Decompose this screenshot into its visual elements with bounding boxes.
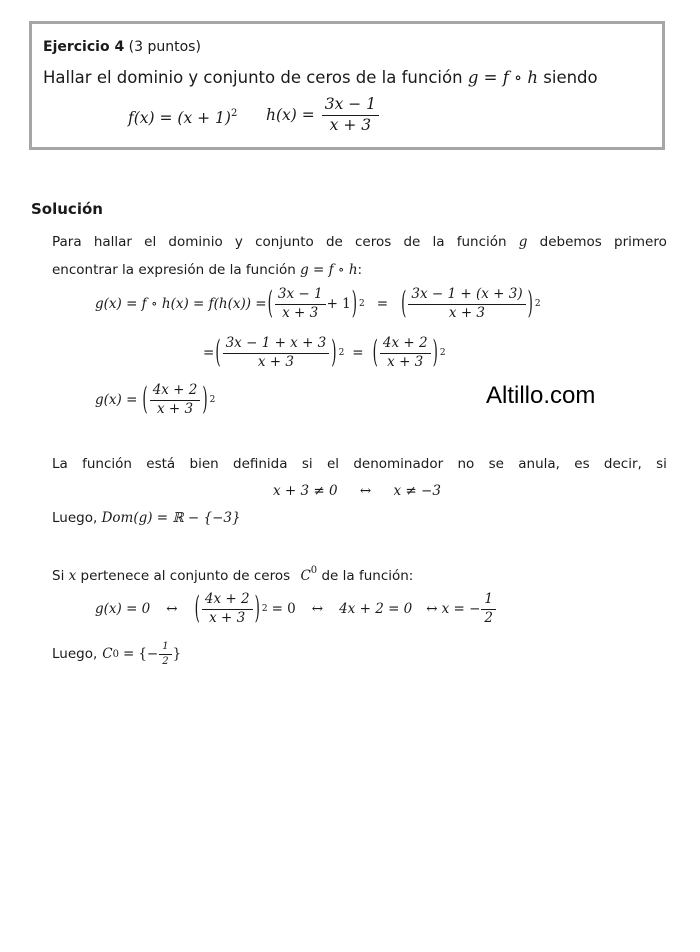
equation-2: = ( $\frac{3x - 1 + x + 3}{x + 3}$ ) 2 = ( $\frac{4x + 2}{x + 3}$ ) 2: [203, 334, 446, 372]
equation-3: g(x) = ( $\frac{4x + 2}{x + 3}$ ) 2: [95, 381, 216, 419]
word: no: [457, 456, 475, 472]
word: definida: [233, 456, 288, 472]
h-definition: [266, 96, 380, 135]
domain-result: [52, 510, 241, 526]
f-definition: [128, 108, 237, 127]
zeros-eq-d: x = −: [441, 601, 481, 618]
eq1-left: g(x) = f ∘ h(x) = f(h(x)) =: [95, 296, 267, 313]
numerator: 1: [159, 641, 171, 655]
word: si: [301, 456, 313, 472]
word: La: [52, 456, 68, 472]
zeros-set: C: [300, 568, 311, 584]
eq3-fraction: [150, 383, 201, 417]
eq3-left: g(x) =: [95, 392, 138, 409]
result-half-fraction: [159, 641, 171, 667]
h-fraction: [322, 96, 379, 135]
watermark: Altillo.com: [486, 382, 596, 409]
numerator: 3x − 1: [275, 287, 326, 305]
word: denominador: [353, 456, 444, 472]
exponent: 2: [439, 348, 446, 359]
f-def-text: f(x) = (x + 1): [128, 109, 231, 127]
word: el: [144, 234, 157, 250]
equals: =: [376, 296, 389, 313]
cond-b: x ≠ −3: [393, 483, 441, 499]
denominator: x + 3: [387, 353, 424, 370]
exercise-title: [43, 39, 201, 55]
zeros-set-sup: 0: [310, 565, 318, 576]
denominator: x + 3: [257, 353, 294, 370]
word: anula,: [518, 456, 560, 472]
eq2-fraction-2: [380, 336, 431, 370]
numerator: 3x − 1 + (x + 3): [408, 287, 525, 305]
word: de: [403, 234, 421, 250]
word: hallar: [93, 234, 132, 250]
eq1-fraction-1: [275, 287, 326, 321]
numerator: 4x + 2: [380, 336, 431, 354]
zeros-eq-c: 4x + 2 = 0: [339, 601, 413, 618]
equals: =: [123, 646, 135, 662]
result-prefix: Luego,: [52, 510, 98, 526]
zeros-result-sup: 0: [112, 648, 119, 660]
word: dominio: [168, 234, 223, 250]
exponent: 2: [534, 299, 541, 310]
word: de: [325, 234, 343, 250]
denominator: x + 3: [209, 609, 246, 626]
eq2-fraction-1: [223, 336, 330, 370]
domain-line: [52, 456, 667, 472]
equation-1: g(x) = f ∘ h(x) = f(h(x)) = ( $\frac{3x - 1}{x + 3}$ + 1 ) 2 = ( $\frac{3x - 1 + (x + 3)}{x + 3}$ ) 2: [95, 285, 541, 323]
exponent: 2: [359, 299, 365, 310]
exponent: 2: [261, 604, 268, 615]
intro-text: encontrar la expresión de la función: [52, 262, 296, 278]
brace-close: }: [172, 646, 182, 662]
composition-math: g = f ∘ h: [467, 68, 539, 87]
denominator: x + 3: [282, 304, 319, 321]
result-prefix: Luego,: [52, 646, 98, 662]
exercise-statement: [43, 68, 598, 87]
word: la: [432, 234, 445, 250]
half-fraction: [481, 592, 496, 626]
zeros-result: [52, 641, 181, 667]
word-math: g: [518, 234, 528, 250]
word: y: [234, 234, 243, 250]
zeros-result-set: C: [102, 646, 113, 662]
numerator: 3x − 1 + x + 3: [223, 336, 330, 354]
statement-suffix: siendo: [543, 68, 598, 87]
word: bien: [189, 456, 219, 472]
intro-line-2: [52, 262, 362, 278]
eq1-fraction-2: [408, 287, 525, 321]
word: función: [456, 234, 507, 250]
brace-open: {−: [138, 646, 159, 662]
iff-arrow: ↔: [426, 601, 438, 618]
iff-arrow: ↔: [359, 483, 372, 499]
intro-line-1: [52, 234, 667, 250]
equals: =: [203, 345, 215, 362]
iff-arrow: ↔: [166, 601, 178, 618]
h-numerator: 3x − 1: [322, 96, 379, 116]
word: función: [82, 456, 132, 472]
h-denominator: x + 3: [329, 115, 372, 134]
domain-math: Dom(g) = ℝ − {−3}: [101, 510, 241, 526]
zeros-suffix: de la función:: [321, 568, 414, 584]
equals: =: [352, 345, 364, 362]
zeros-prefix: Si: [52, 568, 65, 584]
numerator: 4x + 2: [202, 592, 253, 610]
word: se: [488, 456, 504, 472]
zeros-x: x: [68, 568, 77, 584]
numerator: 1: [481, 592, 496, 610]
denominator: x + 3: [156, 400, 194, 417]
intro-math: g = f ∘ h: [300, 262, 358, 278]
denominator: 2: [484, 609, 493, 626]
eq1-plus-one: + 1: [326, 296, 351, 313]
zeros-fraction: [202, 592, 253, 626]
denominator: x + 3: [448, 304, 486, 321]
word: debemos: [539, 234, 602, 250]
word: primero: [614, 234, 667, 250]
statement-text: Hallar el dominio y conjunto de ceros de la función: [43, 68, 463, 87]
f-exponent: 2: [230, 108, 238, 119]
solution-heading: Solución: [31, 200, 103, 218]
zeros-mid: pertenece al conjunto de ceros: [80, 568, 291, 584]
exponent: 2: [338, 348, 345, 359]
exercise-points: (3 puntos): [128, 39, 201, 55]
cond-a: x + 3 ≠ 0: [273, 483, 338, 499]
denominator: 2: [162, 655, 169, 667]
word: Para: [52, 234, 82, 250]
word: decir,: [603, 456, 642, 472]
zeros-eq-b-rhs: = 0: [271, 601, 296, 618]
word: es: [574, 456, 590, 472]
intro-colon: :: [357, 262, 363, 278]
domain-condition: [273, 483, 441, 499]
zeros-intro: [52, 565, 413, 584]
word: está: [146, 456, 176, 472]
exercise-title-bold: Ejercicio 4: [43, 39, 125, 55]
zeros-equation: g(x) = 0 ↔ ( $\frac{4x + 2}{x + 3}$ ) 2 = 0 ↔ 4x + 2 = 0 ↔ x = − $\frac{1}{2}$: [95, 592, 497, 626]
word: ceros: [355, 234, 392, 250]
word: si: [656, 456, 667, 472]
iff-arrow: ↔: [311, 601, 324, 618]
word: conjunto: [255, 234, 314, 250]
exponent: 2: [209, 395, 216, 406]
zeros-eq-a: g(x) = 0: [95, 601, 151, 618]
numerator: 4x + 2: [150, 383, 201, 401]
h-label: h(x) =: [266, 106, 315, 125]
word: el: [326, 456, 340, 472]
